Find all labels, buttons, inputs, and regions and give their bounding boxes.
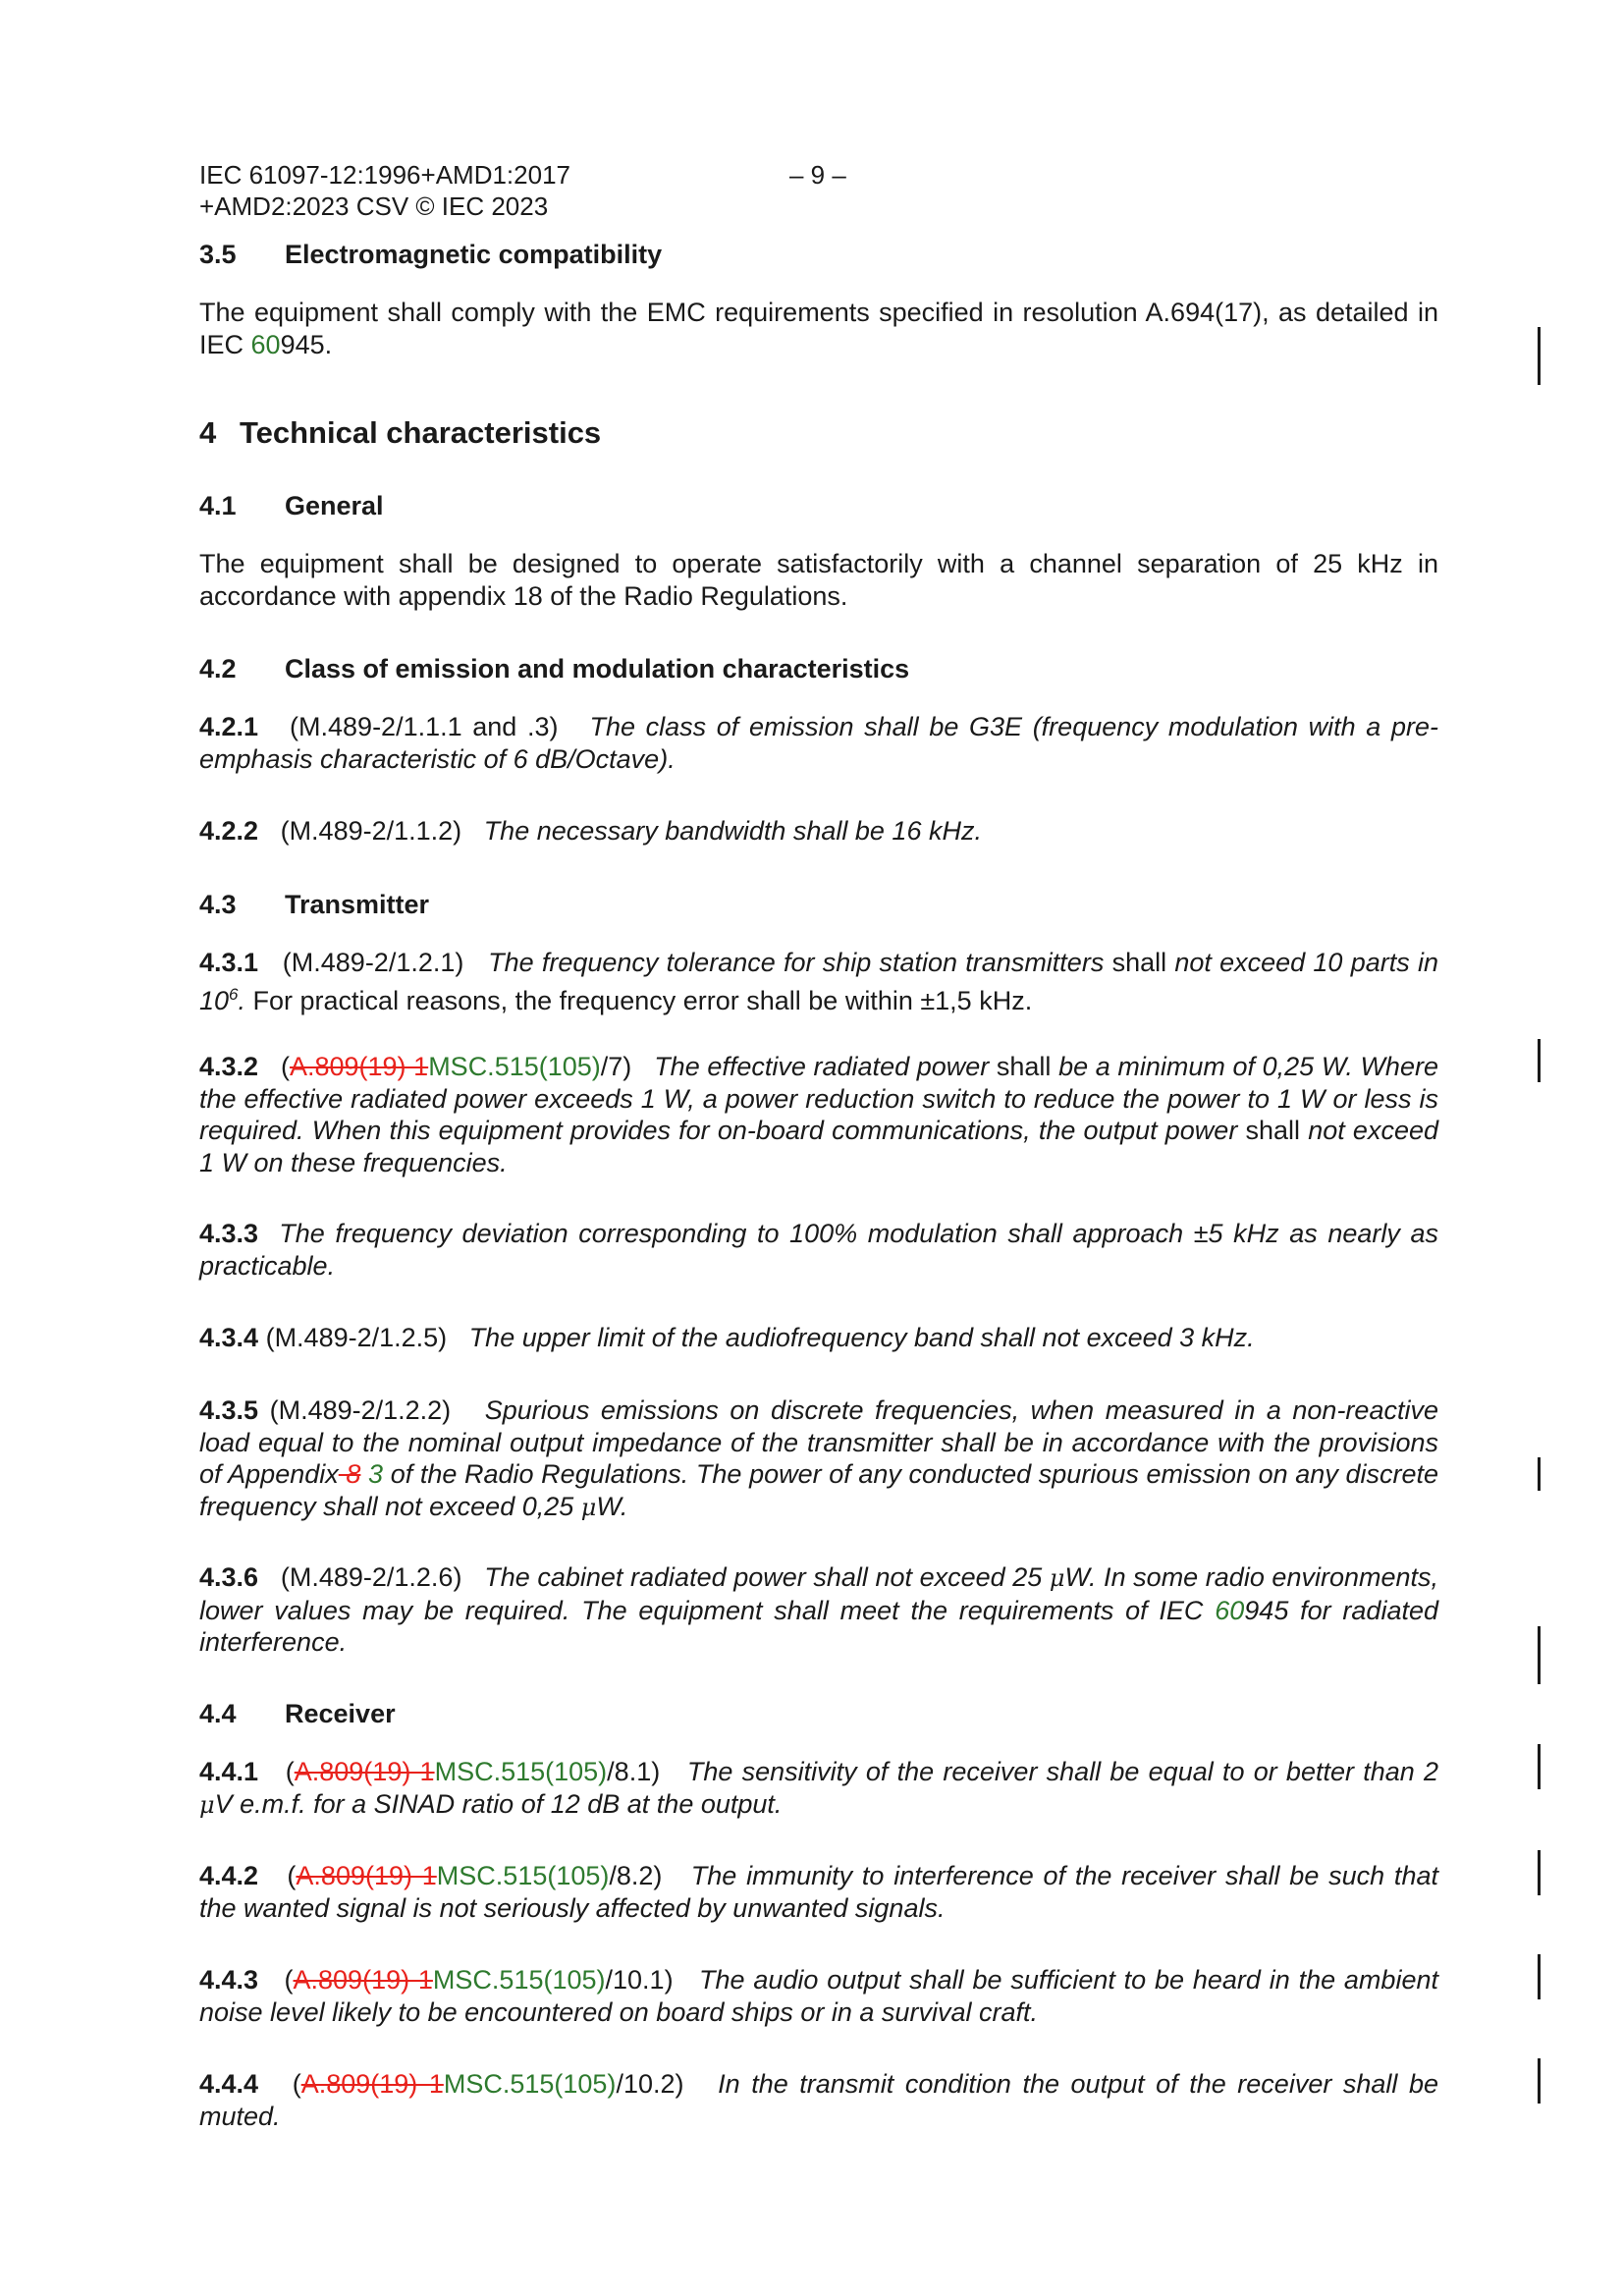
clause-title: Class of emission and modulation characteristics — [285, 654, 910, 683]
inserted-text: MSC.515(105) — [443, 2069, 617, 2099]
text: /8.1) — [607, 1757, 661, 1786]
clause-number: 3.5 — [199, 240, 237, 269]
text: /10.2) — [616, 2069, 684, 2099]
clause-number: 4.4.2 — [199, 1861, 259, 1890]
text: /7) — [600, 1052, 632, 1081]
requirement-text: The immunity to interference of the receiver shall be such that the wanted signal is not seriously affected by unwanted signals. — [199, 1861, 1438, 1923]
requirement-text: The necessary bandwidth shall be 16 kHz. — [483, 816, 982, 846]
text: ( — [285, 1757, 295, 1786]
reference: (M.489-2/1.1.2) — [280, 816, 462, 846]
clause-title: Transmitter — [285, 890, 430, 919]
clause-title: Receiver — [285, 1699, 396, 1728]
text: not exceed 1 W on these frequencies. — [199, 1116, 1438, 1177]
change-bar — [1538, 1626, 1541, 1684]
text: The frequency tolerance for ship station transmitters — [488, 948, 1105, 977]
clause-number: 4.4.3 — [199, 1965, 259, 1995]
paragraph-4-4-1 — [199, 1756, 1438, 1821]
clause-number: 4.3.3 — [199, 1219, 259, 1248]
reference: (M.489-2/1.2.5) — [265, 1323, 448, 1352]
reference: (M.489-2/1.2.6) — [280, 1562, 462, 1592]
paragraph-4-3-3 — [199, 1218, 1438, 1282]
header-line-1: IEC 61097-12:1996+AMD1:2017 — [199, 160, 570, 190]
paragraph-4-3-6 — [199, 1561, 1438, 1659]
clause-number: 4.4.1 — [199, 1757, 259, 1786]
deleted-text: A.809(19) 1 — [296, 1861, 437, 1890]
text: Spurious emissions on discrete frequencies, when measured in a non-reactive load equal to the nominal output impedance of the transmitter shall be in accordance with the provisions of Appendix — [199, 1395, 1438, 1489]
deleted-text: A.809(19) 1 — [294, 1757, 435, 1786]
clause-number: 4.2.2 — [199, 816, 259, 846]
inserted-text: MSC.515(105) — [434, 1757, 608, 1786]
clause-number: 4.2.1 — [199, 712, 259, 741]
text: not exceed 10 parts in 10 — [199, 948, 1438, 1015]
clause-number: 4.4 — [199, 1699, 237, 1728]
text: shall — [989, 1052, 1059, 1081]
text: μ — [580, 1493, 597, 1521]
heading-4 — [199, 414, 601, 452]
paragraph-4-3-1 — [199, 947, 1438, 1016]
paragraph-3-5 — [199, 297, 1438, 360]
change-bar — [1538, 1850, 1541, 1895]
clause-number: 4.3.1 — [199, 948, 259, 977]
change-bar — [1538, 1457, 1541, 1491]
paragraph-4-1: The equipment shall be designed to operate satisfactorily with a channel separation of 25 kHz in accordance with appendix 18 of the Radio Regulations. — [199, 549, 1438, 611]
paragraph-4-2-2 — [199, 815, 1438, 847]
heading-4-3 — [199, 888, 429, 921]
text: V e.m.f. for a SINAD ratio of 12 dB at the output. — [214, 1788, 783, 1819]
requirement-text: In the transmit condition the output of the receiver shall be muted. — [199, 2069, 1438, 2131]
heading-3-5 — [199, 238, 662, 271]
paragraph-4-2-1 — [199, 711, 1438, 775]
deleted-text: A.809(19) 1 — [300, 2069, 444, 2099]
deleted-text: A.809(19) 1 — [289, 1052, 429, 1081]
text: W. — [596, 1491, 628, 1521]
clause-title: Technical characteristics — [240, 415, 602, 450]
reference: (M.489-2/1.2.1) — [282, 948, 464, 977]
heading-4-1 — [199, 489, 384, 522]
page-number: – 9 – — [789, 160, 846, 190]
text: μ — [199, 1790, 215, 1819]
requirement-text: The audio output shall be sufficient to be heard in the ambient noise level likely to be encountered on board ships or in a survival craft. — [199, 1965, 1438, 2027]
text: 945 for radiated interference. — [199, 1595, 1438, 1657]
text: shall — [1104, 948, 1175, 977]
requirement-text: The upper limit of the audiofrequency band shall not exceed 3 kHz. — [468, 1323, 1255, 1352]
inserted-text: 60 — [250, 329, 281, 359]
clause-number: 4.1 — [199, 491, 237, 520]
clause-number: 4.3.6 — [199, 1562, 259, 1592]
text: . — [238, 985, 246, 1015]
requirement-text: The frequency deviation corresponding to 100% modulation shall approach ±5 kHz as nearly as practicable. — [199, 1219, 1438, 1281]
text: W. In some radio environments, lower values may be required. The equipment shall meet the requirements of IEC — [199, 1562, 1439, 1625]
text: 945. — [280, 329, 333, 359]
clause-number: 4 — [199, 415, 217, 450]
change-bar — [1538, 327, 1541, 385]
clause-number: 4.2 — [199, 654, 237, 683]
heading-4-2 — [199, 652, 909, 685]
paragraph-4-4-2 — [199, 1860, 1438, 1924]
text: be a minimum of 0,25 W. Where the effective radiated power exceeds 1 W, a power reduction switch to reduce the power to 1 W or less is required. When this equipment provides for on-board communications, the output power — [199, 1052, 1438, 1145]
text: shall — [1237, 1116, 1309, 1145]
inserted-text: MSC.515(105) — [436, 1861, 610, 1890]
text: The effective radiated power — [654, 1052, 990, 1081]
clause-title: General — [285, 491, 384, 520]
inserted-text: 60 — [1215, 1595, 1245, 1625]
reference: (M.489-2/1.2.2) — [269, 1395, 452, 1425]
paragraph-4-3-4 — [199, 1322, 1438, 1354]
heading-4-4 — [199, 1697, 396, 1730]
text: ( — [287, 1861, 297, 1890]
change-bar — [1538, 1744, 1541, 1789]
change-bar — [1538, 1039, 1541, 1082]
deleted-text: 8 — [338, 1459, 361, 1489]
text: /10.1) — [605, 1965, 674, 1995]
text: The sensitivity of the receiver shall be equal to or better than 2 — [686, 1757, 1438, 1786]
clause-number: 4.3.4 — [199, 1323, 259, 1352]
change-bar — [1538, 2058, 1541, 2104]
paragraph-4-3-2 — [199, 1051, 1438, 1178]
header-reference — [199, 159, 570, 222]
header-line-2: +AMD2:2023 CSV © IEC 2023 — [199, 191, 549, 221]
paragraph-4-4-3 — [199, 1964, 1438, 2028]
text: For practical reasons, the frequency error shall be within ±1,5 kHz. — [245, 985, 1033, 1015]
text: μ — [1049, 1564, 1065, 1592]
inserted-text: MSC.515(105) — [428, 1052, 601, 1081]
text: /8.2) — [609, 1861, 663, 1890]
inserted-text: MSC.515(105) — [432, 1965, 606, 1995]
clause-title: Electromagnetic compatibility — [285, 240, 663, 269]
superscript: 6 — [229, 984, 239, 1004]
clause-number: 4.3 — [199, 890, 237, 919]
text: ( — [292, 2069, 301, 2099]
text: ( — [284, 1965, 294, 1995]
paragraph-4-3-5 — [199, 1394, 1438, 1523]
reference: (M.489-2/1.1.1 and .3) — [290, 712, 559, 741]
clause-number: 4.3.2 — [199, 1052, 259, 1081]
paragraph-4-4-4 — [199, 2068, 1438, 2132]
clause-number: 4.3.5 — [199, 1395, 259, 1425]
change-bar — [1538, 1954, 1541, 1999]
inserted-text: 3 — [360, 1459, 384, 1489]
text: The cabinet radiated power shall not exceed 25 — [484, 1562, 1050, 1592]
requirement-text: The class of emission shall be G3E (frequency modulation with a pre-emphasis characteristic of 6 dB/Octave). — [199, 712, 1438, 774]
clause-number: 4.4.4 — [199, 2069, 259, 2099]
text: of the Radio Regulations. The power of any conducted spurious emission on any discrete frequency shall not exceed 0,25 — [199, 1459, 1438, 1521]
deleted-text: A.809(19) 1 — [293, 1965, 433, 1995]
text: ( — [280, 1052, 290, 1081]
text: The equipment shall comply with the EMC requirements specified in resolution A.694(17), as detailed in IEC — [199, 298, 1438, 359]
